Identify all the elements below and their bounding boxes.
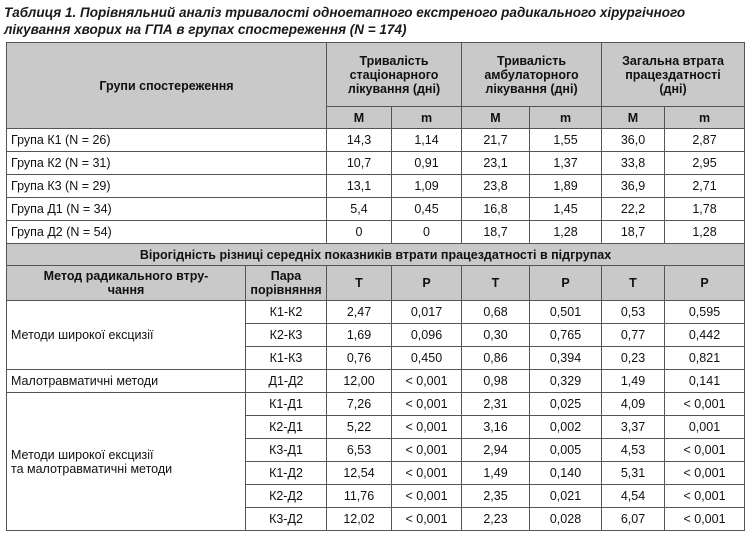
pair-cell: Д1-Д2 xyxy=(246,370,327,393)
group-value: 36,9 xyxy=(602,175,665,198)
group-value: 16,8 xyxy=(462,198,530,221)
group-name: Група Д1 (N = 34) xyxy=(7,198,327,221)
comparison-row xyxy=(7,301,745,324)
group-value: 33,8 xyxy=(602,152,665,175)
stat-value: < 0,001 xyxy=(665,485,745,508)
stat-value: 0,141 xyxy=(665,370,745,393)
stat-value: 1,49 xyxy=(602,370,665,393)
groups-header: Групи спостереження xyxy=(7,43,327,129)
stat-value: 0,028 xyxy=(530,508,602,531)
stat-value: 0,76 xyxy=(327,347,392,370)
group-value: 1,89 xyxy=(530,175,602,198)
comparison-row xyxy=(7,370,745,393)
pair-cell: К2-Д2 xyxy=(246,485,327,508)
t-header: T xyxy=(327,266,392,301)
stat-value: 0,001 xyxy=(665,416,745,439)
stat-value: 0,68 xyxy=(462,301,530,324)
stat-value: < 0,001 xyxy=(392,393,462,416)
stat-value: 2,23 xyxy=(462,508,530,531)
stat-value: 0,394 xyxy=(530,347,602,370)
stat-value: 6,53 xyxy=(327,439,392,462)
stat-value: < 0,001 xyxy=(392,508,462,531)
stat-value: 0,23 xyxy=(602,347,665,370)
stat-value: < 0,001 xyxy=(665,439,745,462)
stat-value: 0,450 xyxy=(392,347,462,370)
caption-line-2: лікування хворих на ГПА в групах спостереження (N = 174) xyxy=(4,22,407,37)
group-value: 1,28 xyxy=(665,221,745,244)
group-value: 1,28 xyxy=(530,221,602,244)
stat-value: 0,53 xyxy=(602,301,665,324)
method-name xyxy=(7,301,246,370)
method-name-line: Малотравматичні методи xyxy=(11,374,159,388)
inpatient-duration-header: Тривалість стаціонарного лікування (дні) xyxy=(327,43,462,107)
stat-value: 0,501 xyxy=(530,301,602,324)
group-value: 13,1 xyxy=(327,175,392,198)
stat-value: 3,16 xyxy=(462,416,530,439)
stat-value: 0,002 xyxy=(530,416,602,439)
group-value: 21,7 xyxy=(462,129,530,152)
group-name: Група К2 (N = 31) xyxy=(7,152,327,175)
method-name-line: та малотравматичні методи xyxy=(11,461,173,476)
stat-value: 12,00 xyxy=(327,370,392,393)
pair-header: Пара порівняння xyxy=(246,266,327,301)
group-value: 1,37 xyxy=(530,152,602,175)
p-header: P xyxy=(530,266,602,301)
table-caption xyxy=(4,4,744,38)
stat-value: 2,47 xyxy=(327,301,392,324)
group-value: 14,3 xyxy=(327,129,392,152)
error-header: m xyxy=(530,107,602,129)
group-value: 1,78 xyxy=(665,198,745,221)
stat-value: 0,595 xyxy=(665,301,745,324)
stat-value: 0,025 xyxy=(530,393,602,416)
section-title: Вірогідність різниці середніх показників втрати працездатності в підгрупах xyxy=(7,244,745,266)
group-row xyxy=(7,152,745,175)
group-value: 5,4 xyxy=(327,198,392,221)
group-row xyxy=(7,129,745,152)
group-name: Група К1 (N = 26) xyxy=(7,129,327,152)
pair-cell: К1-К3 xyxy=(246,347,327,370)
total-loss-header: Загальна втрата працездатності (дні) xyxy=(602,43,745,107)
group-value: 1,09 xyxy=(392,175,462,198)
group-value: 18,7 xyxy=(602,221,665,244)
stat-value: 0,77 xyxy=(602,324,665,347)
stat-value: 0,442 xyxy=(665,324,745,347)
stat-value: < 0,001 xyxy=(665,393,745,416)
stat-value: 4,53 xyxy=(602,439,665,462)
stat-value: 11,76 xyxy=(327,485,392,508)
stat-value: < 0,001 xyxy=(665,462,745,485)
stat-value: 6,07 xyxy=(602,508,665,531)
group-value: 23,8 xyxy=(462,175,530,198)
group-value: 23,1 xyxy=(462,152,530,175)
stat-value: 2,94 xyxy=(462,439,530,462)
group-row xyxy=(7,175,745,198)
stat-value: 0,329 xyxy=(530,370,602,393)
pair-cell: К2-Д1 xyxy=(246,416,327,439)
stat-value: 0,005 xyxy=(530,439,602,462)
group-value: 1,45 xyxy=(530,198,602,221)
p-header: P xyxy=(665,266,745,301)
stat-value: 0,096 xyxy=(392,324,462,347)
group-value: 0 xyxy=(327,221,392,244)
group-value: 22,2 xyxy=(602,198,665,221)
group-value: 2,87 xyxy=(665,129,745,152)
method-name-line: Методи широкої ексцизії xyxy=(11,328,154,342)
stat-value: < 0,001 xyxy=(392,439,462,462)
group-value: 0 xyxy=(392,221,462,244)
stat-value: 5,31 xyxy=(602,462,665,485)
group-value: 36,0 xyxy=(602,129,665,152)
group-value: 1,14 xyxy=(392,129,462,152)
mean-header: M xyxy=(327,107,392,129)
group-value: 18,7 xyxy=(462,221,530,244)
stat-value: < 0,001 xyxy=(392,462,462,485)
pair-cell: К2-К3 xyxy=(246,324,327,347)
stat-value: 0,86 xyxy=(462,347,530,370)
method-name xyxy=(7,370,246,393)
error-header: m xyxy=(665,107,745,129)
stat-value: 4,09 xyxy=(602,393,665,416)
group-name: Група К3 (N = 29) xyxy=(7,175,327,198)
stat-value: 4,54 xyxy=(602,485,665,508)
comparison-table xyxy=(6,42,745,531)
stat-value: 7,26 xyxy=(327,393,392,416)
pair-cell: К1-К2 xyxy=(246,301,327,324)
stat-value: < 0,001 xyxy=(392,416,462,439)
mean-header: M xyxy=(462,107,530,129)
caption-line-1: Таблиця 1. Порівняльний аналіз тривалості одноетапного екстреного радикального хірургічного xyxy=(4,5,686,20)
mean-header: M xyxy=(602,107,665,129)
stat-value: 0,765 xyxy=(530,324,602,347)
stat-value: 3,37 xyxy=(602,416,665,439)
group-value: 0,45 xyxy=(392,198,462,221)
comparison-row xyxy=(7,393,745,416)
group-row xyxy=(7,221,745,244)
t-header: T xyxy=(462,266,530,301)
group-row xyxy=(7,198,745,221)
stat-value: 0,021 xyxy=(530,485,602,508)
stat-value: 0,140 xyxy=(530,462,602,485)
stat-value: 1,69 xyxy=(327,324,392,347)
method-header: Метод радикального втру- чання xyxy=(7,266,246,301)
pair-cell: К3-Д1 xyxy=(246,439,327,462)
stat-value: 0,98 xyxy=(462,370,530,393)
group-value: 2,95 xyxy=(665,152,745,175)
method-name-line: Методи широкої ексцизії xyxy=(11,447,154,462)
stat-value: 12,02 xyxy=(327,508,392,531)
p-header: P xyxy=(392,266,462,301)
stat-value: < 0,001 xyxy=(392,370,462,393)
stat-value: 0,017 xyxy=(392,301,462,324)
t-header: T xyxy=(602,266,665,301)
stat-value: 2,35 xyxy=(462,485,530,508)
pair-cell: К3-Д2 xyxy=(246,508,327,531)
stat-value: 2,31 xyxy=(462,393,530,416)
group-value: 0,91 xyxy=(392,152,462,175)
error-header: m xyxy=(392,107,462,129)
group-value: 10,7 xyxy=(327,152,392,175)
outpatient-duration-header: Тривалість амбулаторного лікування (дні) xyxy=(462,43,602,107)
stat-value: 1,49 xyxy=(462,462,530,485)
pair-cell: К1-Д1 xyxy=(246,393,327,416)
stat-value: 0,821 xyxy=(665,347,745,370)
stat-value: < 0,001 xyxy=(665,508,745,531)
method-name xyxy=(7,393,246,531)
group-value: 2,71 xyxy=(665,175,745,198)
group-name: Група Д2 (N = 54) xyxy=(7,221,327,244)
group-value: 1,55 xyxy=(530,129,602,152)
stat-value: 5,22 xyxy=(327,416,392,439)
pair-cell: К1-Д2 xyxy=(246,462,327,485)
stat-value: < 0,001 xyxy=(392,485,462,508)
stat-value: 0,30 xyxy=(462,324,530,347)
stat-value: 12,54 xyxy=(327,462,392,485)
